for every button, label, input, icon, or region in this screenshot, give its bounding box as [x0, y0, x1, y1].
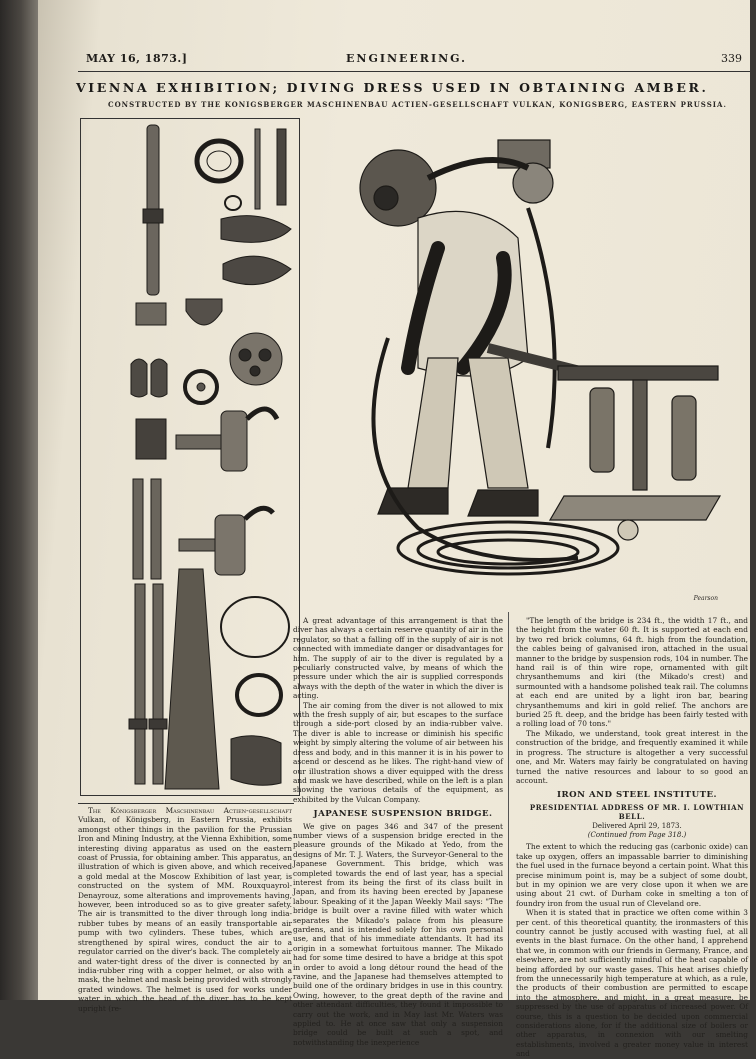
column3-paragraph-1: "The length of the bridge is 234 ft., the width 17 ft., and the height from the water 60 ft. It is supported at each end by two red brick columns, 64 ft. high from the foundation, the cables being of galvanised iron, attached in the usual manner to the bridge by suspension rods, 104 in number. The hand rail is of thin wire rope, ornamented with gilt chrysanthemums and kiri (the Mikado's crest) and surmounted with a handsome polished teak rail. The columns at each end are united by a light iron bar, bearing chrysanthemums and kiri in gold relief. The anchors are buried 25 ft. deep, and the bridge has been fairly tested with a rolling load of 70 tons."	[516, 616, 748, 729]
hose-coil-part	[221, 216, 291, 243]
running-header	[86, 48, 746, 68]
diver-boot-left	[378, 488, 448, 514]
glove-part	[231, 736, 281, 785]
column1-text: Vulkan, of Königsberg, in Eastern Prussia, exhibits amongst other things in the pavilion for the Prussian Iron and Mining Industry, at the Vienna Exhibition, some interesting diving apparatus as used on the eastern coast of Prussia, for obtaining amber. This apparatus, an illustration of which is given above, and which received a gold medal at the Moscow Exhibition of last year, is constructed on the system of MM. Rouxquayrol-Denayrouz, some alterations and improvements having, however, been introduced so as to give greater safety. The air is transmitted to the diver through long india-rubber tubes by means of an easily transportable air pump with two cylinders. These tubes, which are strengthened by spiral wires, conduct the air to a regulator carried on the diver's back. The completely air and water-tight dress of the diver is connected by an india-rubber ring with a copper helmet, or also with a mask, the helmet and mask being provided with strongly grated windows. The helmet is used for works under water in which the head of the diver has to be kept upright (re-	[78, 815, 292, 1013]
column2-paragraph-1: A great advantage of this arrangement is that the diver has always a certain reserve quantity of air in the regulator, so that a falling off in the supply of air is not connected with immediate danger or disadvantages for him. The supply of air to the diver is regulated by a peculiarly constructed valve, by means of which the pressure under which the air is supplied corresponds always with the depth of the water in which the diver is acting.	[293, 616, 503, 701]
page-number: 339	[721, 52, 742, 65]
diver-boot-right	[468, 490, 538, 516]
continued-note: (Continued from Page 318.)	[587, 830, 687, 839]
hose-coil	[398, 522, 618, 574]
diver-illustration	[328, 118, 748, 608]
helmet-part	[230, 333, 282, 385]
header-rule	[78, 71, 750, 72]
clamp-part	[136, 303, 166, 325]
pump-base	[550, 496, 720, 520]
text-column-1	[78, 806, 292, 1013]
collar-ring-part	[221, 597, 289, 657]
column-divider	[508, 612, 509, 1000]
iron-steel-heading: IRON AND STEEL INSTITUTE.	[556, 790, 718, 801]
diver-helmet	[360, 150, 436, 226]
breast-weight-part	[186, 299, 222, 325]
text-column-2	[293, 616, 503, 1047]
equipment-parts-illustration	[81, 119, 301, 797]
weight-part	[131, 359, 147, 397]
regulator-part	[136, 419, 166, 459]
magazine-page	[38, 0, 750, 1059]
strap-part	[133, 479, 143, 579]
pump-cylinder-left	[590, 388, 614, 472]
column2-paragraph-2: The air coming from the diver is not allowed to mix with the fresh supply of air, but escapes to the surface through a side-port closed by an india-rubber valve. The diver is able to increase or diminish his specific weight by simply altering the volume of air between his dress and body, and in this manner it is in his power to ascend or descend as he likes. The right-hand view of our illustration shows a diver equipped with the dress and mask we have described, while on the left is a plan showing the various details of the equipment, as exhibited by the Vulcan Company.	[293, 700, 503, 804]
column3-paragraph-3: The extent to which the reducing gas (carbonic oxide) can take up oxygen, offers an impassable barrier to diminishing the fuel used in the furnace beyond a certain point. What this precise minimum point is, may be a subject of some doubt, but in my opinion we are very close upon it when we are using about 21 cwt. of Durham coke in smelting a ton of foundry iron from the usual run of Cleveland ore.	[516, 842, 748, 908]
column2-paragraph-3: We give on pages 346 and 347 of the present number views of a suspension bridge erected in the pleasure grounds of the Mikado at Yedo, from the designs of Mr. T. J. Waters, the Surveyor-General to the Japanese Government. This bridge, which was completed towards the end of last year, has a special interest from its being the first of its class built in Japan, and from its having been erected by Japanese labour. Speaking of it the Japan Weekly Mail says: "The bridge is built over a ravine filled with water which separates the Mikado's palace from his pleasure gardens, and is intended solely for his own personal use, and that of his immediate attendants. It had its origin in a somewhat fortuitous manner. The Mikado had for some time desired to have a bridge at this spot in order to avoid a long détour round the head of the ravine, and the Japanese had themselves attempted to build one of the ordinary bridges in use in this country. Owing, however, to the great depth of the ravine and other attendant difficulties, they found it impossible to carry out the work, and in May last Mr. Waters was applied to. He at once saw that only a suspension bridge could be built at such a spot, and notwithstanding the inexperience	[293, 821, 503, 1047]
equipment-parts-plate	[80, 118, 300, 796]
journal-name: ENGINEERING.	[346, 52, 467, 65]
pressure-gauge	[618, 520, 638, 540]
delivered-date: Delivered April 29, 1873.	[592, 821, 682, 830]
column1-lead: The Königsberger Maschinenbau Actien-gesellschaft	[88, 806, 292, 815]
issue-date: MAY 16, 1873.]	[86, 52, 188, 65]
presidential-address-line: PRESIDENTIAL ADDRESS OF MR. I. LOWTHIAN BELL.	[529, 802, 745, 822]
column3-paragraph-2: The Mikado, we understand, took great interest in the construction of the bridge, and frequently examined it while in progress. The structure is altogether a very successful one, and Mr. Waters may fairly be congratulated on having turned the native resources and labour to so good an account.	[516, 728, 748, 785]
article-subtitle: CONSTRUCTED BY THE KONIGSBERGER MASCHINENBAU ACTIEN-GESELLSCHAFT VULKAN, KONIGSBERG, EASTERN PRUSSIA.	[108, 100, 727, 109]
regulator-cylinder-part	[215, 515, 245, 575]
article-title: VIENNA EXHIBITION; DIVING DRESS USED IN OBTAINING AMBER.	[76, 80, 709, 95]
plate-bottom-rule	[78, 803, 294, 804]
column3-paragraph-4: When it is stated that in practice we often come within 3 per cent. of this theoretical quantity, the ironmasters of this country cannot be justly accused with wasting fuel, at all events in the blast furnace. On the other hand, I apprehend that we, in common with our friends in Germany, France, and elsewhere, are not sufficiently mindful of the heat capable of being afforded by our waste gases. This heat arises chiefly from the unnecessarily high temperature at which, as a rule, the products of their combustion are permitted to escape into the atmosphere, and might, in a great measure, be suppressed by the use of apparatus of increased power. Of course, this is a question to be decided upon commercial considerations alone, for if the additional size of boilers or other apparatus, in connexion with our smelting establishments, involved a greater money value in interest and	[516, 908, 748, 1059]
rubber-ring-part	[197, 141, 241, 181]
japanese-bridge-heading: JAPANESE SUSPENSION BRIDGE.	[313, 809, 493, 820]
diver-legs	[408, 358, 458, 488]
text-column-3	[516, 616, 748, 1059]
pump-cylinder-right	[672, 396, 696, 480]
engraver-signature: Pearson	[693, 595, 718, 602]
dress-part	[165, 569, 219, 789]
